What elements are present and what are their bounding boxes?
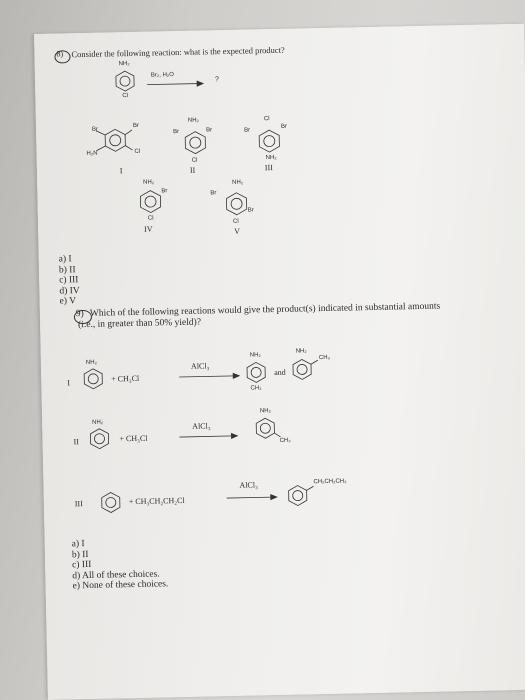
p3-cl: Cl	[263, 116, 270, 123]
rxn-III-product-ring	[287, 484, 307, 506]
rxn-I-p2-ch3: CH₃	[318, 354, 331, 362]
p1-br-right: Br	[132, 122, 140, 129]
product-II-label: II	[189, 165, 196, 175]
rxn-II-reagent: + CH₃Cl	[119, 433, 148, 444]
rxn-II-label: II	[73, 437, 79, 447]
rxn-I-and: and	[274, 367, 286, 378]
rxn-III-catalyst: AlCl₃	[239, 480, 258, 490]
rxn-II-reactant-ring	[89, 428, 109, 450]
rxn-I-reagent: + CH₃Cl	[111, 373, 140, 384]
rxn-I-p2-nh2: NH₂	[295, 348, 307, 355]
q8-choice-e: e) V	[59, 296, 77, 307]
question-9-choices	[72, 537, 169, 591]
p3-br-left: Br	[244, 127, 251, 134]
q9-choice-a: a) I	[71, 539, 85, 550]
rxn-III-reactant-ring	[101, 491, 121, 513]
p4-br: Br	[161, 188, 168, 195]
p5-nh2: NH₂	[232, 179, 244, 186]
rxn-II-arrow	[179, 433, 237, 440]
question-9-number: 9)	[75, 309, 84, 320]
q9-choice-c: c) III	[72, 559, 92, 571]
p4-nh2: NH₂	[143, 179, 155, 186]
q8-choice-c: c) III	[59, 275, 79, 286]
q9-choice-b: b) II	[71, 549, 89, 560]
p5-br-left: Br	[210, 190, 217, 197]
product-I-label: I	[119, 166, 123, 176]
question-8-number: 8)	[56, 49, 64, 59]
question-8-choices	[59, 254, 80, 307]
p5-cl: Cl	[232, 218, 239, 225]
rxn-III-reagent: + CH₃CH₂CH₂Cl	[128, 495, 185, 507]
product-I-ring	[104, 128, 126, 152]
rxn-II-catalyst: AlCl₃	[192, 421, 211, 431]
question-9-prompt-line2: (i.e., in greater than 50% yield)?	[78, 317, 202, 331]
q8-choice-a: a) I	[58, 254, 72, 265]
question-9-prompt: Which of the following reactions would give the product(s) indicated in substantial amounts	[89, 301, 441, 319]
q9-choice-e: e) None of these choices.	[72, 579, 169, 592]
product-IV-label: IV	[144, 224, 153, 234]
p2-cl: Cl	[191, 157, 198, 164]
rxn-I-product1-ring	[246, 361, 266, 383]
product-V-label: V	[234, 226, 241, 236]
rxn-II-p-nh2: NH₂	[259, 408, 272, 415]
start-benzene-ring	[115, 70, 135, 92]
rxn-III-arrow	[227, 494, 277, 501]
reagent-label: Br₂, H₂O	[150, 72, 174, 79]
q8-choice-d: d) IV	[59, 285, 80, 297]
rxn-I-p1-ch3: CH₃	[250, 385, 262, 392]
rxn-II-product-ring	[255, 417, 275, 439]
rxn-III-p-propyl: CH₂CH₂CH₃	[313, 478, 347, 486]
start-cl-label: Cl	[122, 93, 129, 100]
product-IV-ring	[139, 189, 161, 213]
product-V-ring	[225, 192, 247, 216]
p2-br-left: Br	[173, 128, 180, 136]
rxn-I-nh2: NH₂	[85, 359, 97, 366]
rxn-II-nh2: NH₂	[92, 419, 104, 426]
p4-cl: Cl	[147, 215, 154, 222]
start-nh2-label: NH₂	[118, 61, 130, 68]
rxn-I-catalyst: AlCl₃	[190, 361, 210, 371]
reaction-arrow	[147, 80, 203, 87]
p2-br-right: Br	[205, 127, 213, 134]
question-8-prompt: Consider the following reaction: what is the expected product?	[71, 44, 285, 60]
rxn-I-p1-nh2: NH₂	[249, 352, 261, 359]
rxn-I-reactant-ring	[83, 368, 103, 390]
p1-cl: Cl	[134, 148, 141, 155]
product-II-ring	[184, 130, 206, 154]
rxn-I-product2-ring	[292, 358, 312, 380]
p5-br-right: Br	[247, 207, 254, 214]
p1-br-left: Br	[91, 126, 99, 133]
q9-choice-d: d) All of these choices.	[72, 568, 160, 581]
rxn-II-p-ch3: CH₃	[279, 437, 291, 444]
p3-br-right: Br	[280, 123, 288, 130]
question-mark: ?	[214, 76, 219, 84]
rxn-I-arrow	[179, 373, 239, 380]
p3-nh2: NH₂	[265, 154, 277, 162]
rxn-I-label: I	[67, 378, 71, 388]
product-III-ring	[258, 129, 280, 153]
q8-choice-b: b) II	[58, 264, 76, 276]
product-III-label: III	[264, 163, 273, 173]
p1-h2n: H₂N	[86, 150, 98, 157]
p2-nh2: NH₂	[187, 117, 199, 124]
rxn-III-label: III	[74, 499, 83, 509]
worksheet-page	[34, 24, 525, 700]
